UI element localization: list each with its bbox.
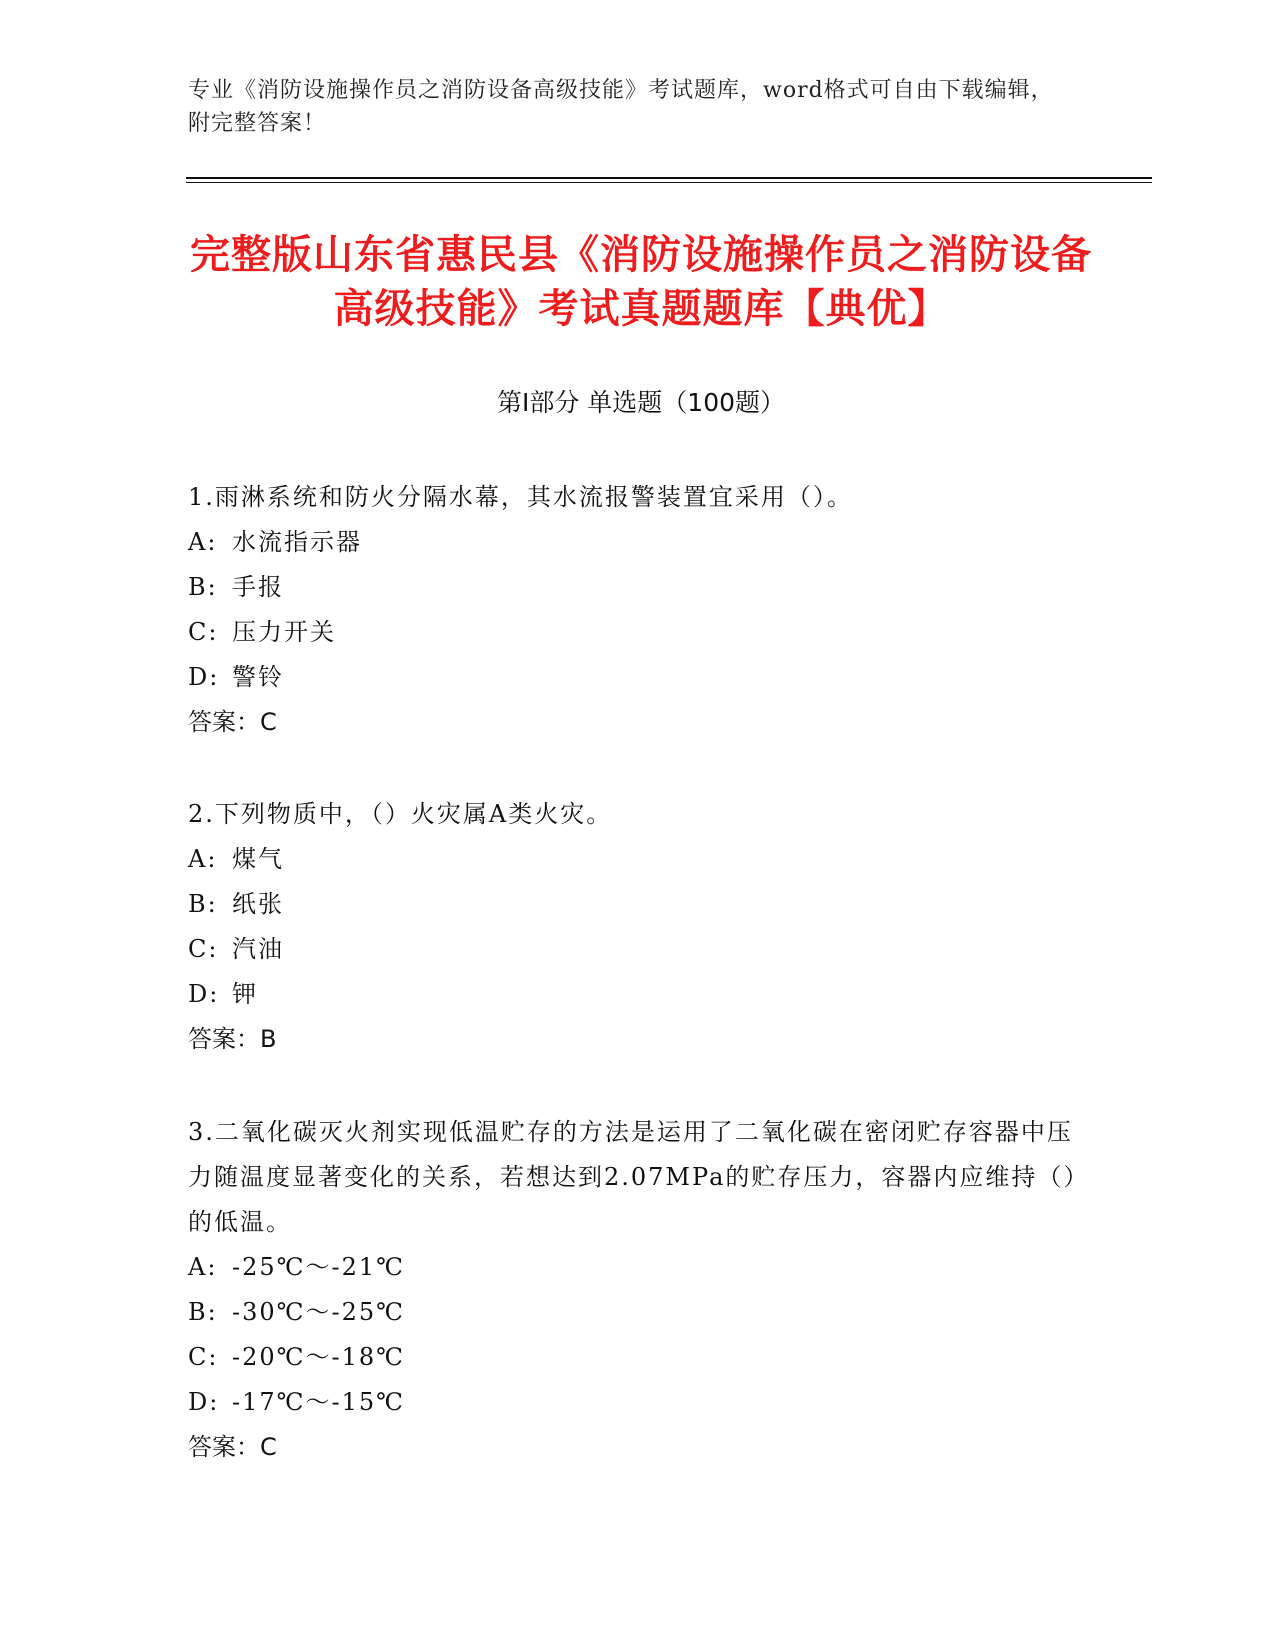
option-label: B: [188,573,218,601]
header-divider-thin [186,182,1152,183]
option-c [188,610,1078,655]
option-a [188,1245,1078,1290]
option-a [188,837,1078,882]
option-text: 手报 [232,573,284,601]
option-text: 钾 [232,980,258,1008]
answer-text: 答案：B [188,1025,277,1053]
header-divider-thick [186,177,1152,179]
question-text: 1.雨淋系统和防火分隔水幕，其水流报警装置宜采用（）。 [188,483,853,511]
option-text: 纸张 [232,890,284,918]
option-label: D: [188,663,220,691]
option-label: D: [188,980,220,1008]
option-text: 水流指示器 [232,528,362,556]
option-label: C: [188,618,219,646]
option-text: -20℃～-18℃ [232,1343,405,1371]
option-c [188,927,1078,972]
question-block [188,792,1078,1062]
option-label: B: [188,890,218,918]
document-title: 完整版山东省惠民县《消防设施操作员之消防设备高级技能》考试真题题库【典优】 [190,232,1092,332]
option-text: 警铃 [232,663,284,691]
question-block [188,475,1078,745]
option-text: 汽油 [232,935,284,963]
option-text: -17℃～-15℃ [232,1388,405,1416]
question-text: 2.下列物质中，（）火灾属A类火灾。 [188,800,613,828]
option-b [188,882,1078,927]
header-note: 专业《消防设施操作员之消防设备高级技能》考试题库，word格式可自由下载编辑，附完整答案！ [188,78,1054,136]
question-block [188,1110,1078,1470]
option-text: -30℃～-25℃ [232,1298,405,1326]
answer-text: 答案：C [188,1433,277,1461]
option-b [188,1290,1078,1335]
option-label: A: [188,845,218,873]
option-a [188,520,1078,565]
option-text: 压力开关 [232,618,336,646]
option-d [188,972,1078,1017]
option-label: A: [188,1253,218,1281]
option-d [188,655,1078,700]
option-c [188,1335,1078,1380]
option-text: -25℃～-21℃ [232,1253,405,1281]
option-text: 煤气 [232,845,284,873]
option-d [188,1380,1078,1425]
option-label: A: [188,528,218,556]
question-text: 3.二氧化碳灭火剂实现低温贮存的方法是运用了二氧化碳在密闭贮存容器中压力随温度显著变化的关系，若想达到2.07MPa的贮存压力，容器内应维持（）的低温。 [188,1118,1078,1236]
option-b [188,565,1078,610]
option-label: C: [188,935,219,963]
answer-text: 答案：C [188,708,277,736]
option-label: C: [188,1343,219,1371]
section-title: 第Ⅰ部分 单选题（100题） [496,388,786,417]
option-label: D: [188,1388,220,1416]
option-label: B: [188,1298,218,1326]
